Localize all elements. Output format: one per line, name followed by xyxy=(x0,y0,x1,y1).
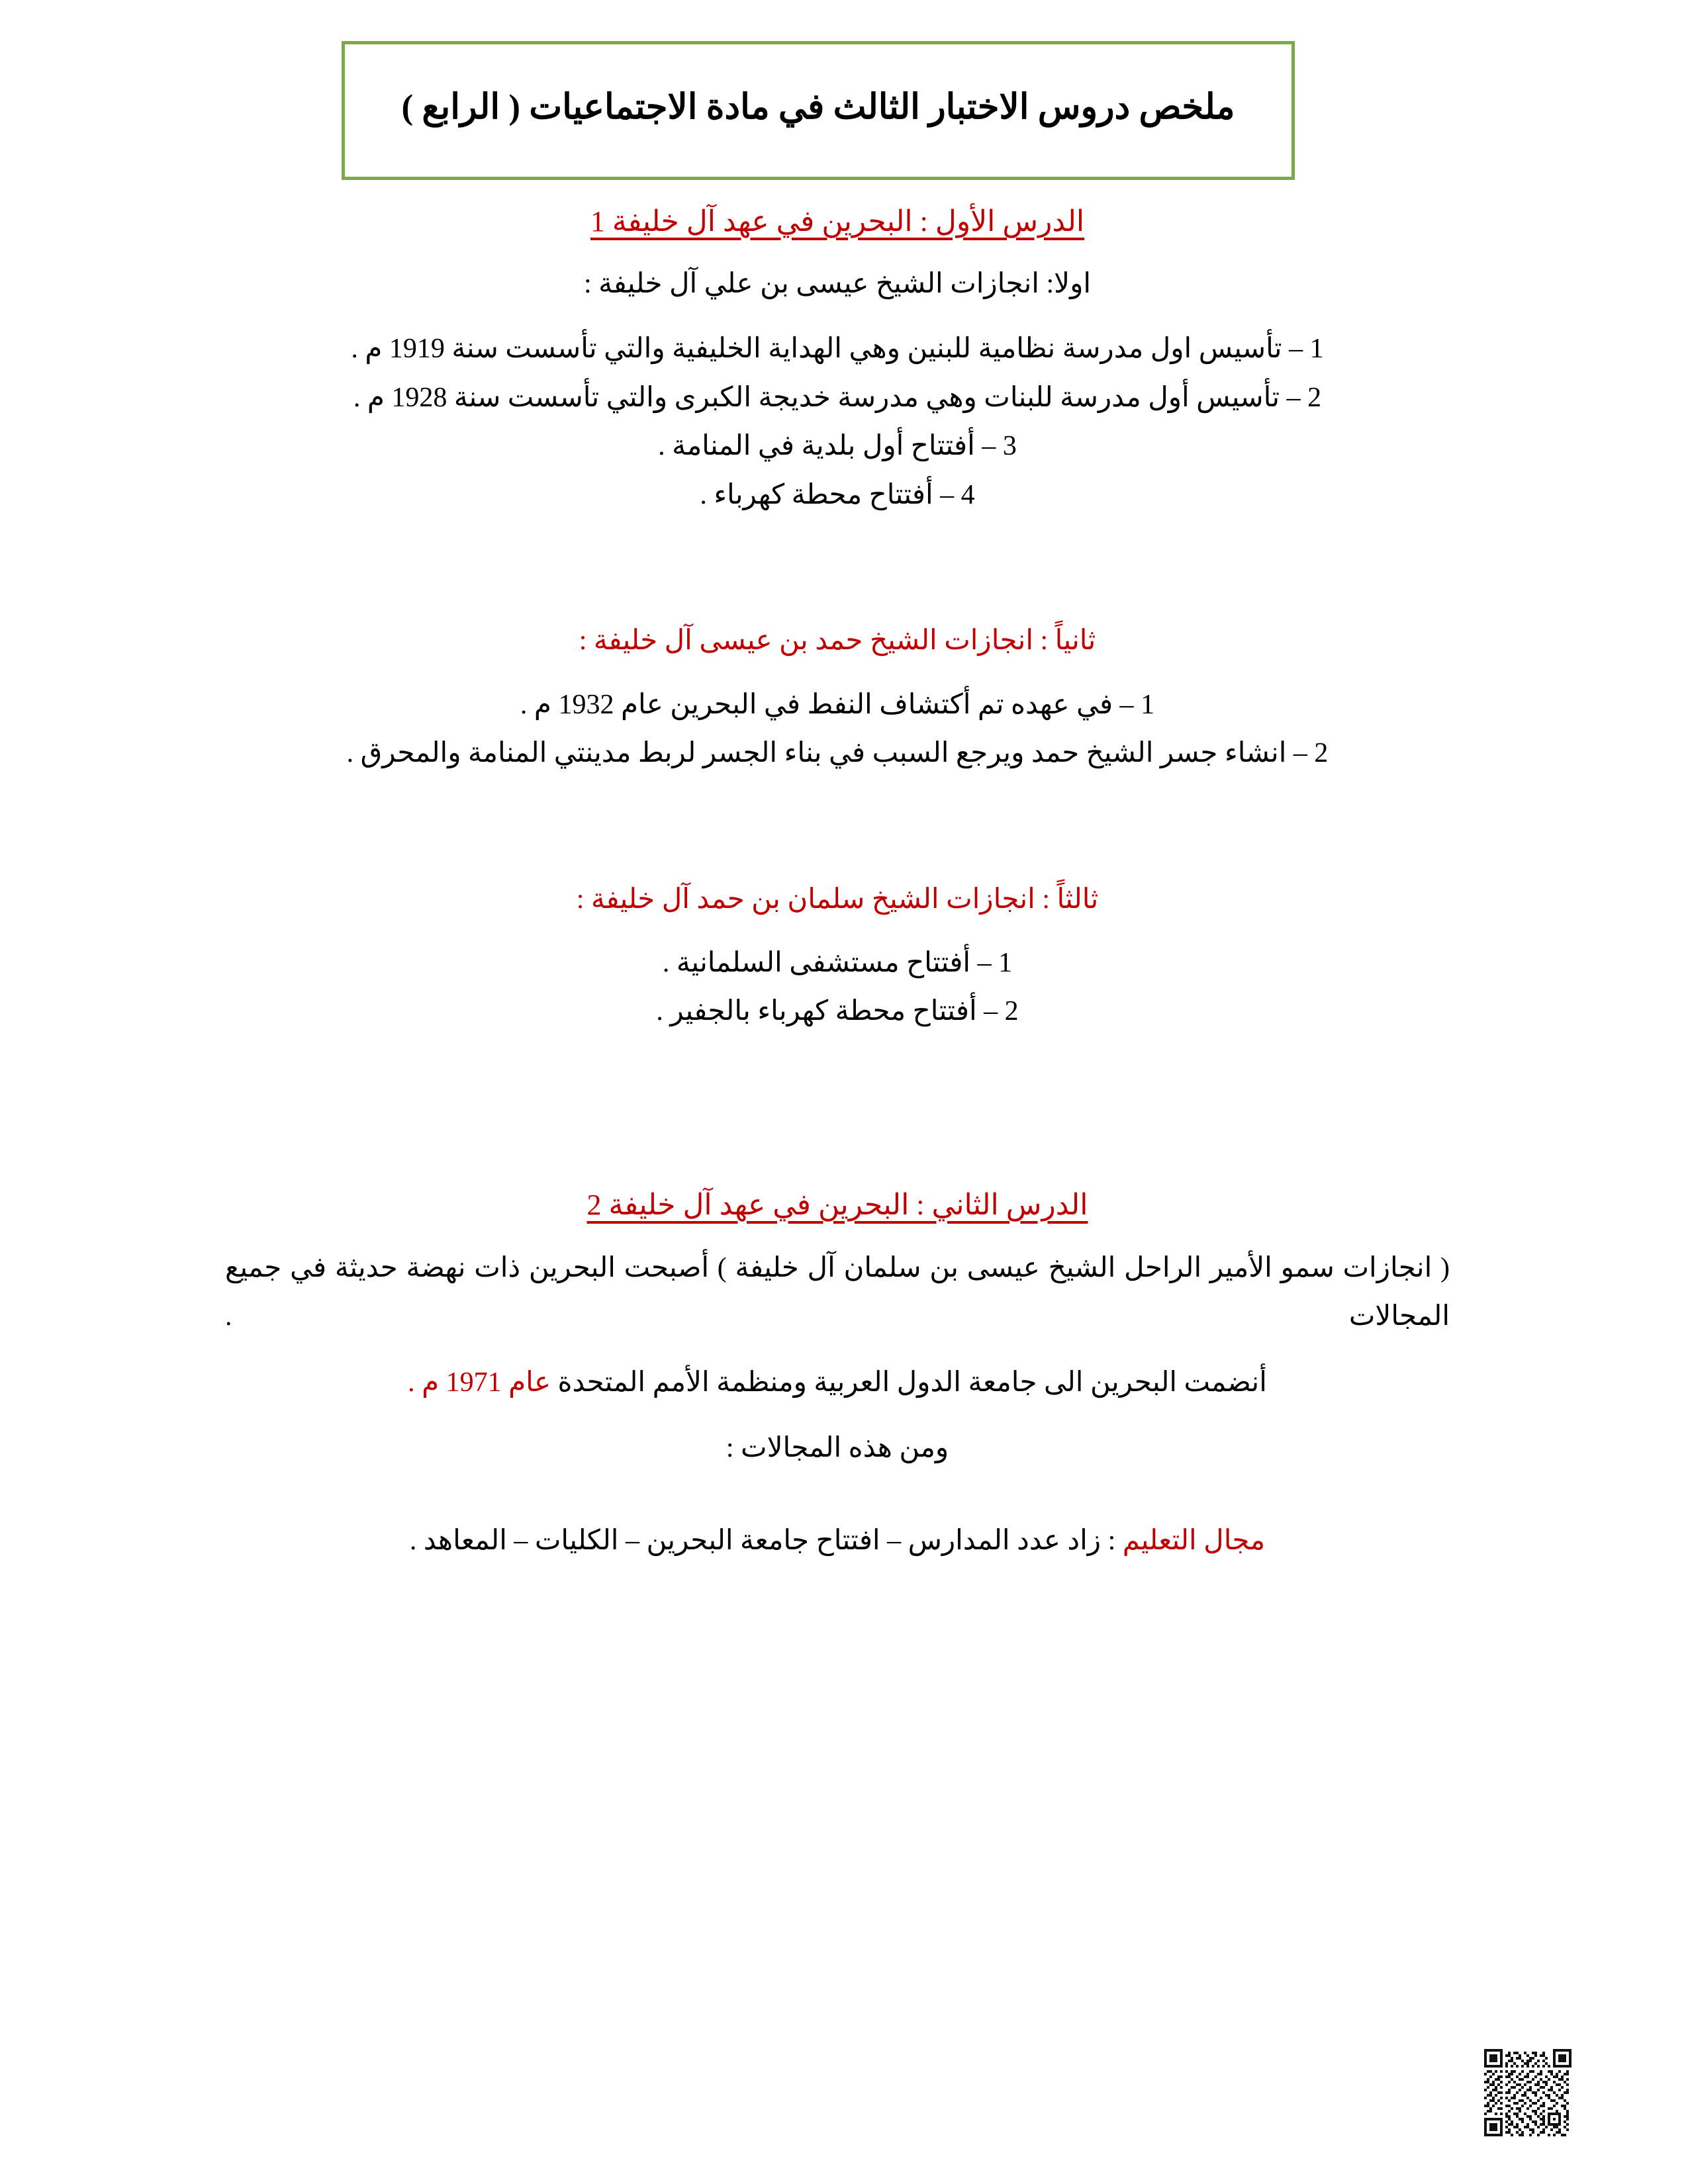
spacer xyxy=(225,922,1450,939)
section-one-label: اولا: انجازات الشيخ عيسى بن علي آل خليفة : xyxy=(583,269,1092,299)
list-item: 1 – أفتتاح مستشفى السلمانية . xyxy=(662,947,1013,978)
list-item: 1 – في عهده تم أكتشاف النفط في البحرين عام 1932 م . xyxy=(520,689,1155,720)
spacer xyxy=(225,520,1450,619)
list-item: 3 – أفتتاح أول بلدية في المنامة . xyxy=(658,431,1017,462)
education-field-body: : زاد عدد المدارس – افتتاح جامعة البحرين – الكليات – المعاهد . xyxy=(409,1525,1123,1556)
spacer xyxy=(225,664,1450,681)
list-item: 1 – تأسيس اول مدرسة نظامية للبنين وهي الهداية الخليفية والتي تأسست سنة 1919 م . xyxy=(351,334,1324,365)
list-item: 2 – أفتتاح محطة كهرباء بالجفير . xyxy=(656,996,1019,1027)
spacer xyxy=(225,1227,1450,1244)
spacer xyxy=(225,1407,1450,1424)
qr-code xyxy=(1484,2049,1571,2136)
list-item: 2 – انشاء جسر الشيخ حمد ويرجع السبب في بناء الجسر لربط مدينتي المنامة والمحرق . xyxy=(346,738,1329,769)
list-item: 4 – أفتتاح محطة كهرباء . xyxy=(700,479,975,510)
spacer xyxy=(225,778,1450,878)
spacer xyxy=(225,1342,1450,1359)
paragraph-2-text: أنضمت البحرين الى جامعة الدول العربية ومنظمة الأمم المتحدة xyxy=(551,1367,1267,1398)
list-item: 2 – تأسيس أول مدرسة للبنات وهي مدرسة خديجة الكبرى والتي تأسست سنة 1928 م . xyxy=(353,382,1322,413)
education-field-line xyxy=(225,1517,1450,1566)
lesson-two-paragraph-3: ومن هذه المجالات : xyxy=(726,1433,949,1464)
year-highlight: عام 1971 م . xyxy=(408,1367,551,1398)
lesson-two-heading: الدرس الثاني : البحرين في عهد آل خليفة 2 xyxy=(586,1188,1088,1221)
page-title: ملخص دروس الاختبار الثالث في مادة الاجتماعيات ( الرابع ) xyxy=(401,88,1235,127)
section-two-label: ثانياً : انجازات الشيخ حمد بن عيسى آل خليفة : xyxy=(579,625,1096,657)
title-box xyxy=(342,41,1295,180)
spacer xyxy=(225,308,1450,325)
title-box-container xyxy=(342,41,1295,180)
lesson-two-paragraph-2 xyxy=(225,1359,1450,1408)
spacer xyxy=(225,1473,1450,1517)
spacer xyxy=(225,244,1450,261)
spacer xyxy=(225,1036,1450,1136)
section-three-label: ثالثاً : انجازات الشيخ سلمان بن حمد آل خليفة : xyxy=(576,884,1099,915)
document-content xyxy=(66,196,1622,1565)
spacer xyxy=(225,1136,1450,1179)
lesson-two-paragraph-1: ( انجازات سمو الأمير الراحل الشيخ عيسى بن سلمان آل خليفة ) أصبحت البحرين ذات نهضة حديثة في جميع المجالات . xyxy=(225,1252,1450,1332)
education-field-label: مجال التعليم xyxy=(1122,1525,1266,1556)
lesson-one-heading: الدرس الأول : البحرين في عهد آل خليفة 1 xyxy=(590,205,1085,238)
